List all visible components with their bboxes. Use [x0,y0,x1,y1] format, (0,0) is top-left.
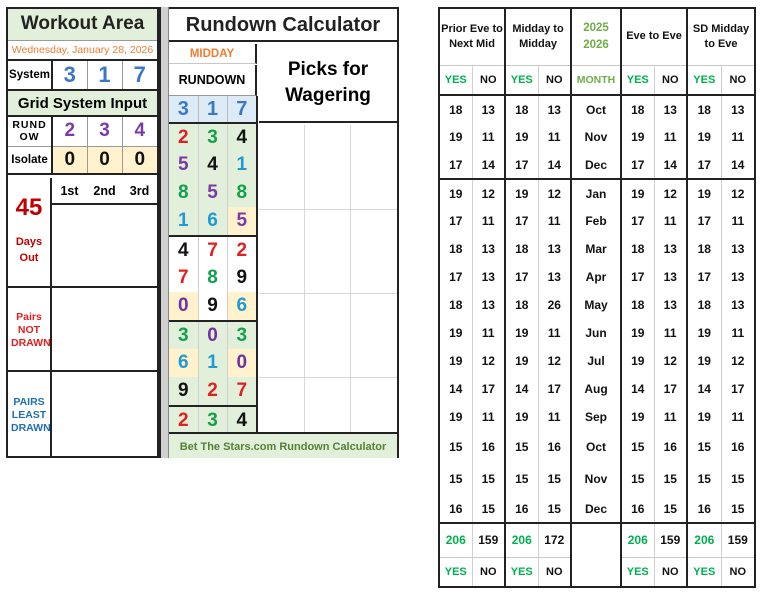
rundown-digit: 1 [227,151,257,179]
stat-value: 15 [731,501,745,516]
month-cell: Oct [571,95,621,123]
stat-value: 15 [538,463,571,495]
rundown-header-label: RUNDOWN [169,65,257,96]
stat-value: 19 [621,403,654,431]
stat-value: 18 [439,235,472,263]
stat-value: 17 [505,151,538,179]
stat-value: 12 [538,179,571,207]
total-value: 159 [654,523,687,557]
month-cell: Jun [571,319,621,347]
isolate-label: Isolate [8,146,52,174]
stat-value: 14 [505,375,538,403]
system-label: System [8,60,52,90]
stats-header-row [439,8,755,65]
stats-row [439,151,755,179]
stat-value: 18 [505,95,538,123]
stat-value: 13 [472,291,505,319]
rundown-digit: 3 [198,123,227,151]
stat-value: 18 [621,235,654,263]
days-out-value: 45 [15,194,43,221]
yes-label: YES [621,557,654,587]
rundown-digit: 5 [169,151,198,179]
stat-value: 14 [472,151,505,179]
stat-value: 18 [505,235,538,263]
total-value: 159 [472,523,505,557]
yes-label: YES [687,65,721,95]
days-out-block [8,178,50,288]
stat-value: 13 [538,263,571,291]
stat-value: 14 [687,375,721,403]
header-prior-eve: Prior Eve to Next Mid [439,8,505,65]
rundown-digit: 1 [169,207,198,236]
stat-value: 13 [472,235,505,263]
stat-value: 17 [439,151,472,179]
stat-value: 11 [654,319,687,347]
workout-table [8,9,157,175]
rundown-digit-2[interactable]: 3 [87,116,122,146]
stat-value: 16 [654,431,687,463]
stat-value: 18 [687,235,721,263]
stat-value: 19 [439,319,472,347]
midday-label: MIDDAY [169,44,257,64]
stat-value: 13 [654,95,687,123]
stat-value: 12 [731,186,745,201]
stats-row [439,403,755,431]
calculator-title: Rundown Calculator [169,9,397,42]
stat-value: 18 [505,291,538,319]
rundown-digit: 9 [198,292,227,321]
stats-table [438,7,756,588]
stat-value: 16 [439,495,472,523]
stat-value: 18 [621,291,654,319]
stat-value: 19 [439,347,472,375]
isolate-digit-3[interactable]: 0 [122,146,157,174]
rundown-digit: 0 [169,292,198,321]
stat-value: 13 [731,102,745,117]
stat-value: 15 [505,463,538,495]
rundown-digit: 2 [198,377,227,406]
rundown-row [169,151,257,179]
yes-label: YES [687,557,721,587]
rundown-digit: 3 [169,321,198,349]
stat-value: 15 [654,463,687,495]
stat-value: 19 [621,319,654,347]
stat-value: 11 [731,130,745,144]
stat-value: 14 [621,375,654,403]
stat-value: 11 [731,214,745,228]
month-cell: Apr [571,263,621,291]
month-cell: Dec [571,151,621,179]
rundown-digit: 7 [169,264,198,292]
rundown-digit: 7 [198,236,227,264]
no-label: NO [472,65,505,95]
panel-separator [159,7,169,458]
stat-value: 17 [687,207,721,235]
stats-row [439,347,755,375]
month-cell: Jan [571,179,621,207]
month-cell: Sep [571,403,621,431]
rundown-digit: 8 [198,264,227,292]
picks-title-block [259,44,397,123]
stats-row [439,431,755,463]
rundown-header-row [169,96,257,123]
stat-value: 17 [731,382,745,396]
picks-title: Picks for Wagering [285,58,371,106]
stat-value: 16 [621,495,654,523]
stat-value: 19 [505,179,538,207]
no-label: NO [472,557,505,587]
stat-value: 13 [731,242,745,256]
col-header-3rd: 3rd [122,178,157,204]
stats-row [439,207,755,235]
rundown-row [169,321,257,349]
no-label: NO [654,557,687,587]
system-digit-2[interactable]: 1 [87,60,122,90]
days-out-label: Days Out [15,236,43,264]
stat-value: 19 [505,403,538,431]
rundown-digit: 6 [198,207,227,236]
grid-system-title: Grid System Input [8,90,157,116]
stat-value: 17 [472,375,505,403]
stat-value: 17 [654,375,687,403]
picks-grid[interactable] [259,125,397,434]
workout-area-panel [6,7,159,458]
current-date: Wednesday, January 28, 2026 [8,40,157,60]
calculator-footer: Bet The Stars.com Rundown Calculator [169,432,397,458]
isolate-digit-1[interactable]: 0 [52,146,87,174]
rundown-row [169,123,257,151]
stat-value: 15 [687,463,721,495]
stat-value: 12 [654,347,687,375]
stat-value: 11 [538,207,571,235]
month-label: MONTH [571,65,621,95]
rundown-digit: 2 [169,406,198,434]
rundown-digit-table [169,96,258,434]
stat-value: 17 [439,207,472,235]
rundown-row [169,179,257,207]
stat-value: 15 [687,431,721,463]
yes-label: YES [505,557,538,587]
stat-value: 13 [731,298,745,312]
stat-value: 15 [472,495,505,523]
stat-value: 19 [439,179,472,207]
month-cell: Dec [571,495,621,523]
total-value: 206 [621,523,654,557]
pairs-not-drawn-block [8,290,50,372]
rundown-digit: 9 [227,264,257,292]
stat-value: 15 [439,463,472,495]
stat-value: 16 [687,495,721,523]
rundown-row [169,264,257,292]
stat-value: 14 [538,151,571,179]
stat-value: 19 [687,347,721,375]
stat-value: 15 [654,495,687,523]
stat-value: 11 [731,326,745,340]
stats-row [439,235,755,263]
stat-value: 19 [439,123,472,151]
total-value: 206 [439,523,472,557]
system-digit-3[interactable]: 7 [122,60,157,90]
totals-month-spacer [571,523,621,587]
month-cell: Oct [571,431,621,463]
stat-value: 19 [505,347,538,375]
stat-value: 12 [654,179,687,207]
rundown-row [169,292,257,321]
yes-label: YES [621,65,654,95]
yes-label: YES [439,557,472,587]
stat-value: 19 [439,403,472,431]
picks-grid-lines [259,125,397,434]
header-years: 2025 2026 [571,8,621,65]
stat-value: 11 [538,403,571,431]
header-midday-to-midday: Midday to Midday [505,8,571,65]
stat-value: 11 [731,410,745,424]
stats-row [439,495,755,523]
workout-grid-area-3[interactable] [52,374,157,456]
stats-row [439,463,755,495]
stat-value: 15 [439,431,472,463]
stat-value: 15 [621,431,654,463]
rundown-digit: 3 [227,321,257,349]
stat-value: 11 [472,207,505,235]
rundown-row [169,207,257,236]
stat-value: 18 [439,95,472,123]
stat-value: 13 [731,270,745,284]
rundown-digit: 0 [227,349,257,377]
stat-value: 19 [621,123,654,151]
stat-value: 11 [538,123,571,151]
col-header-1st: 1st [52,178,87,204]
stats-row [439,179,755,207]
stat-value: 26 [538,291,571,319]
stats-totals-row [439,523,755,557]
stats-row [439,95,755,123]
rundown-row [169,349,257,377]
stat-value: 19 [505,319,538,347]
rundown-digit: 4 [198,151,227,179]
stat-value: 18 [687,95,721,123]
stat-value: 15 [538,495,571,523]
stat-value: 13 [654,263,687,291]
header-digit-3: 7 [227,96,257,123]
stat-value: 17 [505,207,538,235]
month-cell: May [571,291,621,319]
yes-label: YES [505,65,538,95]
rundown-digit: 4 [227,123,257,151]
stat-value: 13 [472,263,505,291]
stat-value: 12 [472,179,505,207]
stat-value: 16 [505,495,538,523]
total-value: 206 [505,523,538,557]
stat-value: 11 [538,319,571,347]
rundown-digit: 5 [198,179,227,207]
isolate-digit-2[interactable]: 0 [87,146,122,174]
no-label: NO [721,65,755,95]
stat-value: 14 [721,151,755,179]
stat-value: 12 [538,347,571,375]
stat-value: 17 [687,263,721,291]
stat-value: 17 [538,375,571,403]
stat-value: 16 [538,431,571,463]
rundown-calculator-panel [169,7,399,458]
workout-side-labels [8,178,52,456]
rundown-digit-1[interactable]: 2 [52,116,87,146]
rundown-digit: 4 [169,236,198,264]
stat-value: 17 [505,263,538,291]
stats-row [439,263,755,291]
stats-row [439,123,755,151]
stats-row [439,375,755,403]
stat-value: 13 [538,95,571,123]
stat-value: 11 [654,123,687,151]
yes-label: YES [439,65,472,95]
stat-value: 18 [439,291,472,319]
rundown-digit: 2 [169,123,198,151]
pairs-not-drawn-label: Pairs NOT DRAWN [11,310,51,349]
stat-value: 14 [654,151,687,179]
stats-row [439,291,755,319]
rundown-digit: 6 [169,349,198,377]
stat-value: 12 [731,354,745,368]
stat-value: 11 [654,207,687,235]
rundown-digit: 6 [227,292,257,321]
workout-grid-area-1[interactable] [52,206,157,288]
stat-value: 19 [687,179,721,207]
rundown-rows [169,123,257,434]
month-cell: Nov [571,463,621,495]
stat-value: 13 [472,95,505,123]
month-cell: Mar [571,235,621,263]
rundown-digit: 8 [169,179,198,207]
rundown-digit: 9 [169,377,198,406]
rundown-row [169,377,257,406]
stat-value: 15 [505,431,538,463]
stat-value: 19 [505,123,538,151]
total-value: 206 [687,523,721,557]
stat-value: 12 [472,347,505,375]
rundown-digit: 7 [227,377,257,406]
stat-value: 11 [654,403,687,431]
rundown-digit: 0 [198,321,227,349]
stat-value: 15 [472,463,505,495]
stats-panel [438,7,754,586]
month-cell: Nov [571,123,621,151]
stat-value: 19 [621,179,654,207]
total-value: 172 [538,523,571,557]
stat-value: 15 [621,463,654,495]
month-cell: Jul [571,347,621,375]
stat-value: 13 [654,235,687,263]
stat-value: 13 [538,235,571,263]
header-sd-midday: SD Midday to Eve [687,8,755,65]
rundown-digit: 8 [227,179,257,207]
pairs-least-drawn-label: PAIRS LEAST DRAWN [11,395,51,434]
no-label: NO [654,65,687,95]
stat-value: 19 [687,123,721,151]
stat-value: 18 [687,291,721,319]
workout-grid [52,178,157,205]
rundown-row [169,406,257,434]
stat-value: 17 [621,207,654,235]
header-digit-1: 3 [169,96,198,123]
system-digit-1[interactable]: 3 [52,60,87,90]
stat-value: 14 [439,375,472,403]
stat-value: 11 [472,403,505,431]
rundown-digit-3[interactable]: 4 [122,116,157,146]
stat-value: 17 [687,151,721,179]
col-header-2nd: 2nd [87,178,122,204]
stats-yesno-row [439,65,755,95]
header-digit-2: 1 [198,96,227,123]
header-eve-to-eve: Eve to Eve [621,8,687,65]
stat-value: 17 [621,151,654,179]
stat-value: 19 [687,403,721,431]
stat-value: 17 [439,263,472,291]
rundown-digit: 3 [198,406,227,434]
stat-value: 16 [731,440,745,454]
rundown-label: RUND OW [8,116,52,146]
rundown-digit: 2 [227,236,257,264]
month-cell: Feb [571,207,621,235]
stat-value: 13 [654,291,687,319]
rundown-row [169,236,257,264]
month-cell: Aug [571,375,621,403]
stats-row [439,319,755,347]
rundown-digit: 4 [227,406,257,434]
stat-value: 19 [687,319,721,347]
workout-title: Workout Area [8,9,157,40]
stat-value: 19 [621,347,654,375]
pairs-least-drawn-block [8,374,50,456]
no-label: NO [721,557,755,587]
stat-value: 17 [621,263,654,291]
stats-rows [439,95,755,523]
no-label: NO [538,557,571,587]
stat-value: 18 [621,95,654,123]
total-value: 159 [721,523,755,557]
rundown-digit: 5 [227,207,257,236]
rundown-digit: 1 [198,349,227,377]
workout-grid-area-2[interactable] [52,290,157,372]
stat-value: 15 [731,472,745,486]
no-label: NO [538,65,571,95]
stat-value: 11 [472,319,505,347]
stat-value: 11 [472,123,505,151]
stat-value: 16 [472,431,505,463]
